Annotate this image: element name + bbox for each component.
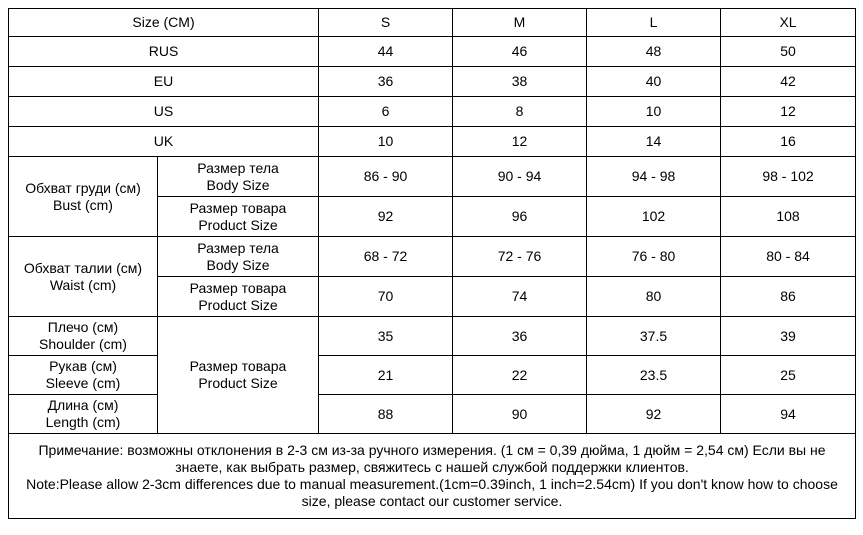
uk-row [9,127,856,157]
sleeve-label-ru: Рукав (см) [49,358,117,374]
rus-xl: 50 [721,37,856,67]
length-s: 88 [319,395,453,434]
eu-xl: 42 [721,67,856,97]
length-xl: 94 [721,395,856,434]
size-chart-table [8,8,856,519]
sleeve-row [9,356,856,395]
size-col-xl: XL [721,9,856,37]
rus-s: 44 [319,37,453,67]
eu-label: EU [9,67,319,97]
bust-product-m: 96 [453,197,587,237]
product-size-label-en: Product Size [198,216,278,233]
product-size-label-ru: Размер товара [189,358,287,374]
bust-body-xl: 98 - 102 [721,157,856,197]
bust-body-l: 94 - 98 [587,157,721,197]
bust-product-s: 92 [319,197,453,237]
waist-body-xl: 80 - 84 [721,237,856,277]
note-text-ru: Примечание: возможны отклонения в 2-3 см из-за ручного измерения. (1 см = 0,39 дюйма, 1 дюйм = 2,54 см) Если вы не знаете, как выбрать размер, свяжитесь с нашей службой поддержки клиентов. [38,442,826,475]
eu-m: 38 [453,67,587,97]
uk-label: UK [9,127,319,157]
product-size-label-en: Product Size [198,375,278,391]
eu-row [9,67,856,97]
waist-body-m: 72 - 76 [453,237,587,277]
us-xl: 12 [721,97,856,127]
sleeve-label [9,356,158,395]
bust-body-size-label [158,157,319,197]
shoulder-row [9,317,856,356]
us-s: 6 [319,97,453,127]
shoulder-xl: 39 [721,317,856,356]
waist-label [9,237,158,317]
length-m: 90 [453,395,587,434]
uk-m: 12 [453,127,587,157]
sleeve-xl: 25 [721,356,856,395]
waist-product-xl: 86 [721,277,856,317]
waist-product-size-label [158,277,319,317]
body-size-label-en: Body Size [206,176,270,193]
shoulder-l: 37.5 [587,317,721,356]
body-size-label-en: Body Size [206,256,270,273]
measurement-note [9,434,856,519]
bust-product-xl: 108 [721,197,856,237]
bust-label-ru: Обхват груди (см) [25,179,141,196]
waist-body-s: 68 - 72 [319,237,453,277]
length-label [9,395,158,434]
waist-product-s: 70 [319,277,453,317]
eu-l: 40 [587,67,721,97]
bust-body-row [9,157,856,197]
sleeve-label-en: Sleeve (cm) [45,375,121,391]
length-label-ru: Длина (см) [47,397,119,413]
waist-body-l: 76 - 80 [587,237,721,277]
note-text-en: Note:Please allow 2-3cm differences due to manual measurement.(1cm=0.39inch, 1 inch=2.54cm) If you don't know how to choose size, please contact our customer service. [26,476,838,509]
body-size-label-ru: Размер тела [197,159,279,176]
body-size-label-ru: Размер тела [197,239,279,256]
product-size-label-en: Product Size [198,296,278,313]
sleeve-l: 23.5 [587,356,721,395]
waist-product-l: 80 [587,277,721,317]
size-col-s: S [319,9,453,37]
shoulder-label [9,317,158,356]
us-l: 10 [587,97,721,127]
shoulder-m: 36 [453,317,587,356]
shoulder-s: 35 [319,317,453,356]
note-row [9,434,856,519]
waist-body-size-label [158,237,319,277]
size-col-l: L [587,9,721,37]
product-size-merged-label [158,317,319,434]
length-label-en: Length (cm) [45,414,121,430]
shoulder-label-en: Shoulder (cm) [39,336,127,352]
shoulder-label-ru: Плечо (см) [47,319,119,335]
us-m: 8 [453,97,587,127]
length-l: 92 [587,395,721,434]
sleeve-s: 21 [319,356,453,395]
eu-s: 36 [319,67,453,97]
waist-label-ru: Обхват талии (см) [23,259,143,276]
length-row [9,395,856,434]
size-cm-header: Size (CM) [9,9,319,37]
bust-product-size-label [158,197,319,237]
bust-body-m: 90 - 94 [453,157,587,197]
uk-s: 10 [319,127,453,157]
us-label: US [9,97,319,127]
us-row [9,97,856,127]
rus-label: RUS [9,37,319,67]
bust-body-s: 86 - 90 [319,157,453,197]
rus-m: 46 [453,37,587,67]
waist-body-row [9,237,856,277]
bust-product-l: 102 [587,197,721,237]
uk-l: 14 [587,127,721,157]
size-col-m: M [453,9,587,37]
rus-l: 48 [587,37,721,67]
product-size-label-ru: Размер товара [189,279,287,296]
waist-product-m: 74 [453,277,587,317]
product-size-label-ru: Размер товара [189,199,287,216]
sleeve-m: 22 [453,356,587,395]
bust-label-en: Bust (cm) [53,196,113,213]
waist-label-en: Waist (cm) [49,276,117,293]
bust-label [9,157,158,237]
header-row [9,9,856,37]
uk-xl: 16 [721,127,856,157]
rus-row [9,37,856,67]
